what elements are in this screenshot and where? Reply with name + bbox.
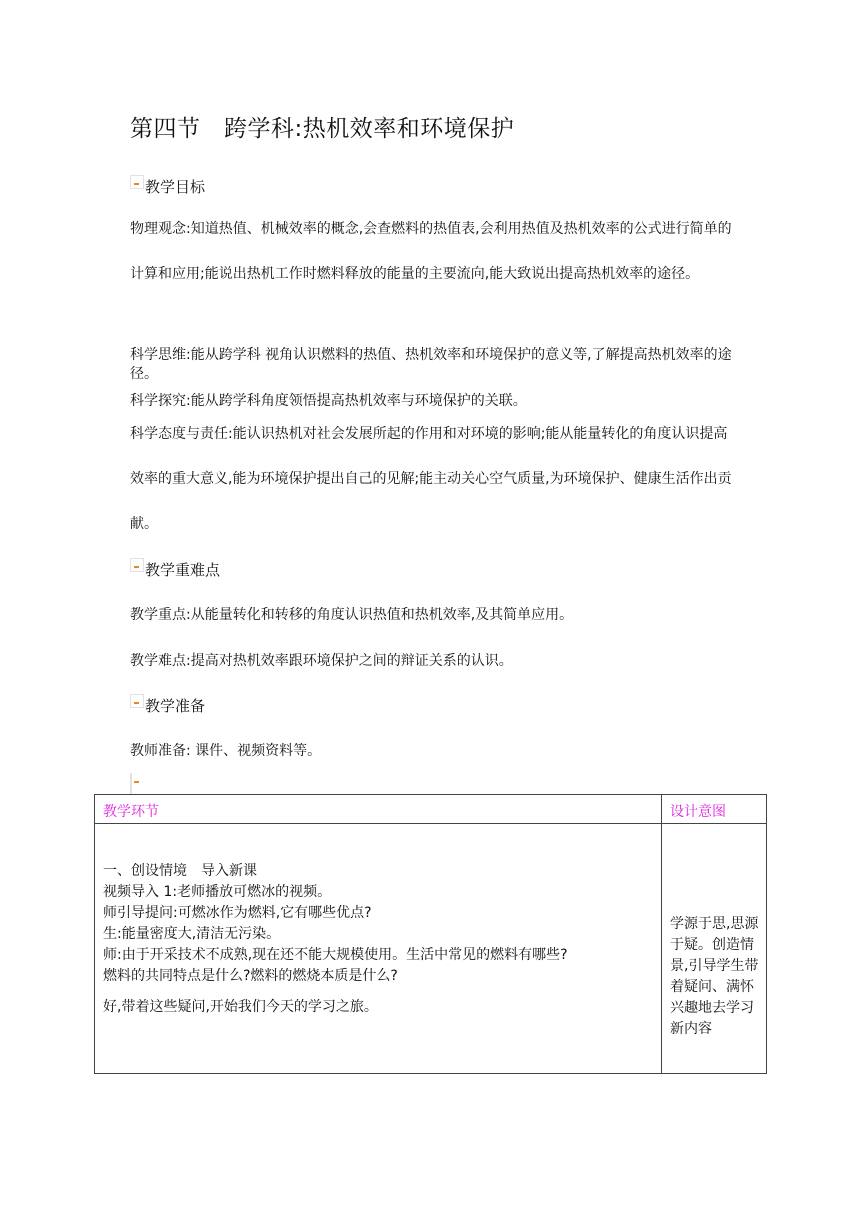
key-points-heading-text: 教学重难点 [145,561,221,579]
objective-attitude-responsibility: 科学态度与责任:能认识热机对社会发展所起的作用和对环境的影响;能从能量转化的角度认识提高效率的重大意义,能为环境保护提出自己的见解;能主动关心空气质量,为环境保护、健康生活作出贡献。 [130,426,732,532]
objective-scientific-thinking: 科学思维:能从跨学科 视角认识燃料的热值、热机效率和环境保护的意义等,了解提高热机效率的途径。 [130,347,732,382]
stage-line: 师引导提问:可燃冰作为燃料,它有哪些优点? [103,905,372,921]
objectives-heading-text: 教学目标 [145,178,206,196]
lesson-table [94,794,767,1074]
broken-image-icon [130,558,144,572]
page-title: 第四节 跨学科:热机效率和环境保护 [130,116,515,142]
table-header-row [95,795,767,824]
stage-line: 一、创设情境 导入新课 [103,863,257,879]
stage-line: 视频导入 1:老师播放可燃冰的视频。 [103,884,332,900]
difficult-point: 教学难点:提高对热机效率跟环境保护之间的辩证关系的认识。 [130,653,513,669]
stage-line: 好,带着这些疑问,开始我们今天的学习之旅。 [103,999,378,1015]
broken-image-icon [130,694,144,708]
preparation-heading [130,695,205,716]
stage-line: 生:能量密度大,清洁无污染。 [103,926,281,942]
stage-line: 燃料的共同特点是什么?燃料的燃烧本质是什么? [103,968,398,984]
objective-scientific-inquiry: 科学探究:能从跨学科角度领悟提高热机效率与环境保护的关联。 [130,393,527,409]
preparation-heading-text: 教学准备 [145,697,206,715]
key-point: 教学重点:从能量转化和转移的角度认识热值和热机效率,及其简单应用。 [130,607,574,623]
broken-image-icon [130,773,132,794]
key-points-heading [130,559,220,580]
objective-physics-concept: 物理观念:知道热值、机械效率的概念,会查燃料的热值表,会利用热值及热机效率的公式进行简单的计算和应用;能说出热机工作时燃料释放的能量的主要流向,能大致说出提高热机效率的途径。 [130,221,732,282]
objectives-heading [130,176,205,197]
stage-line: 师:由于开采技术不成熟,现在还不能大规模使用。生活中常见的燃料有哪些? [103,947,568,963]
broken-image-icon [130,175,144,189]
teaching-stage-cell [95,824,662,1074]
header-teaching-stage: 教学环节 [95,795,662,824]
preparation-text: 教师准备: 课件、视频资料等。 [130,743,322,759]
header-design-intent: 设计意图 [662,795,767,824]
table-row [95,824,767,1074]
design-intent-cell: 学源于思,思源于疑。创造情景,引导学生带着疑问、满怀兴趣地去学习新内容 [662,824,767,1074]
